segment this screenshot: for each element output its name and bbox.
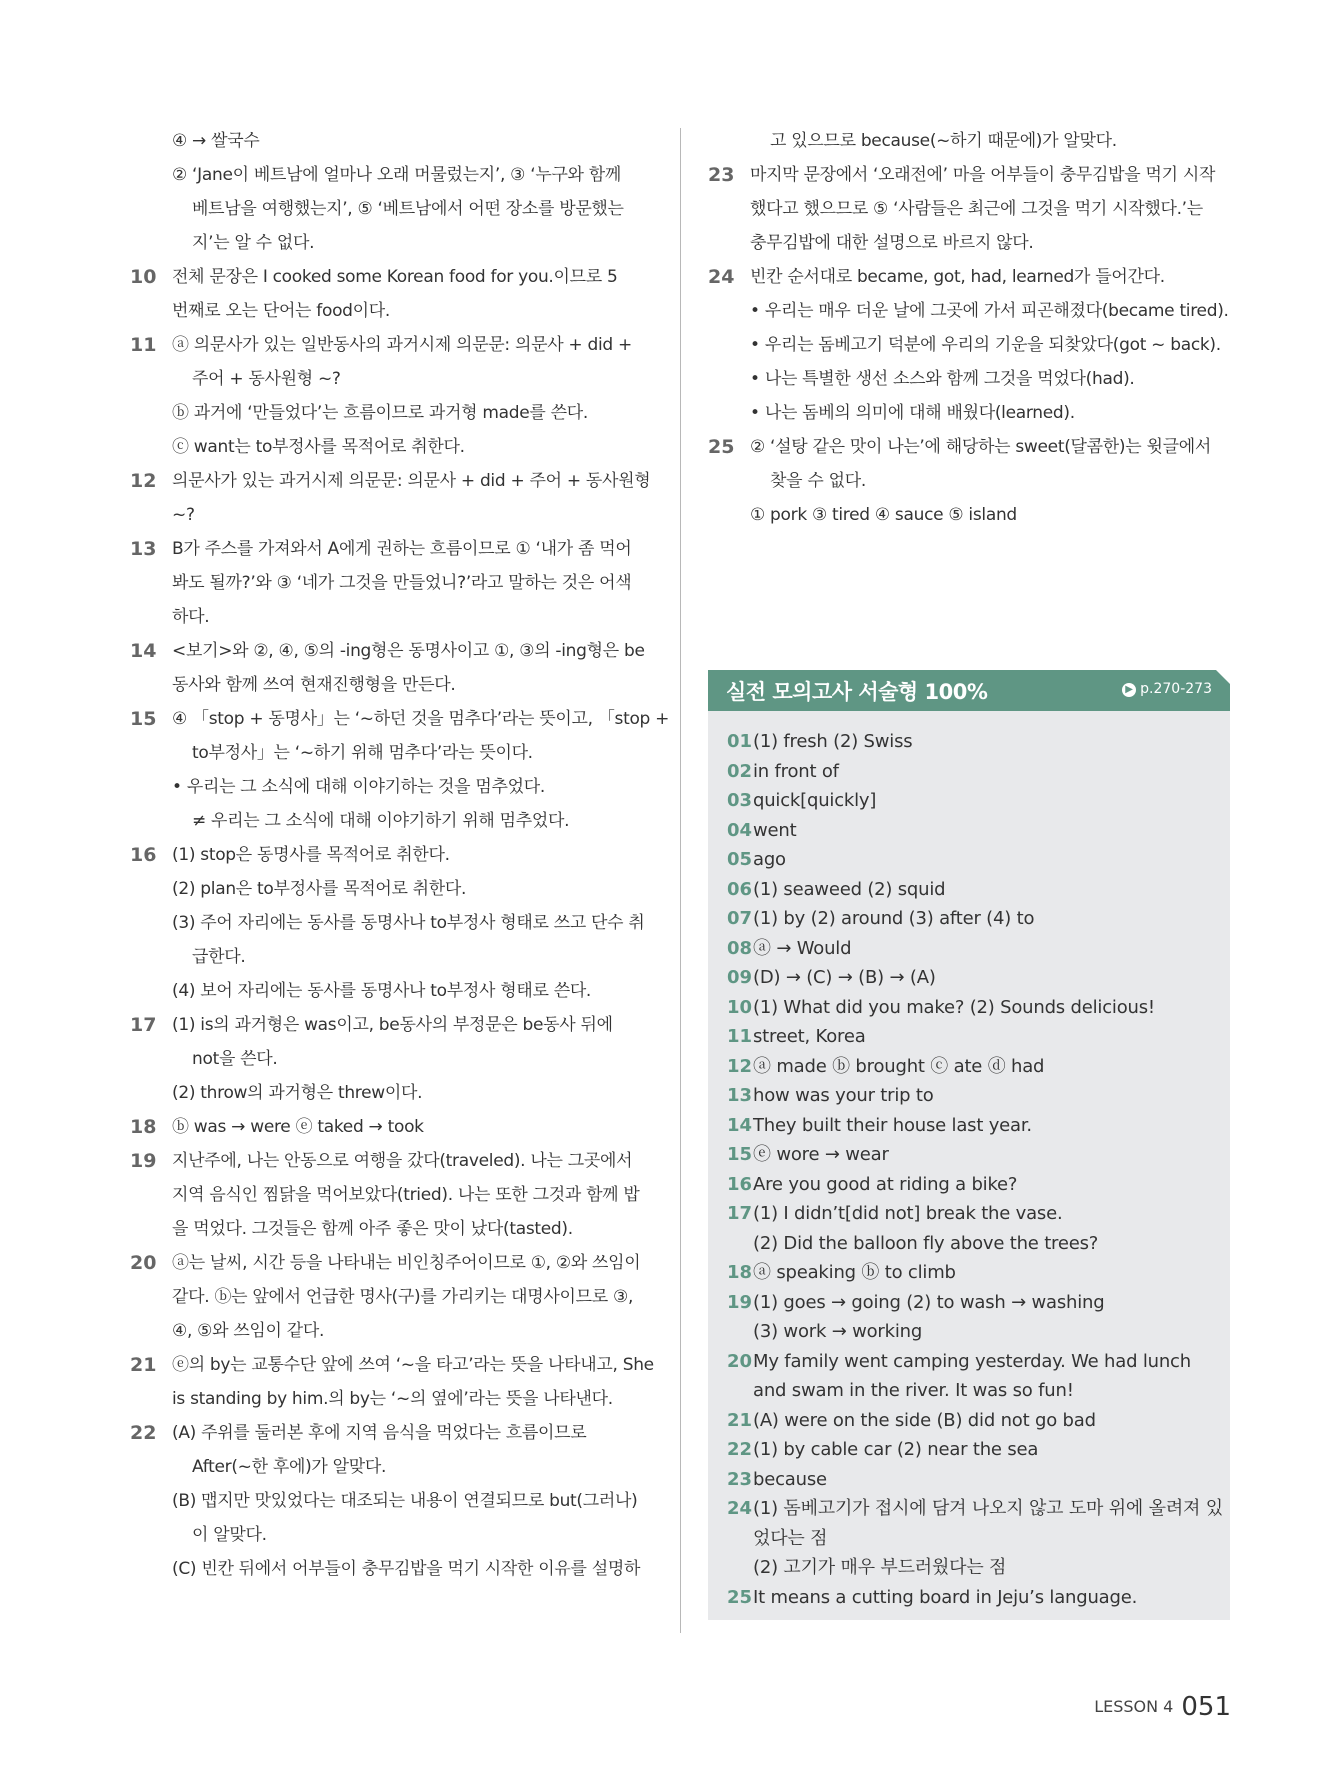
question-number: 24: [708, 266, 735, 288]
answer-number: 24: [727, 1498, 753, 1519]
question-number: 17: [130, 1014, 157, 1036]
explanation-line: ⓐ는 날씨, 시간 등을 나타내는 비인칭주어이므로 ①, ②와 쓰임이: [172, 1253, 641, 1273]
explanation-line: 번째로 오는 단어는 food이다.: [172, 301, 391, 321]
explanation-line: 지역 음식인 찜닭을 먹어보았다(tried). 나는 또한 그것과 함께 밥: [172, 1185, 640, 1205]
explanation-item: [130, 1416, 652, 1586]
answer-line: (1) by cable car (2) near the sea: [753, 1439, 1039, 1460]
explanation-item: [708, 124, 1240, 158]
explanation-item: [130, 1246, 652, 1348]
answer-number: 10: [727, 996, 753, 1018]
answer-line: (3) work → working: [753, 1321, 923, 1342]
answer-line: (2) 고기가 매우 부드러웠다는 점: [753, 1557, 1007, 1578]
answer-number: 07: [727, 908, 753, 929]
explanation-line: (1) is의 과거형은 was이고, be동사의 부정문은 be동사 뒤에: [172, 1015, 613, 1035]
answer-item: [727, 1052, 1217, 1082]
answer-number: 14: [727, 1114, 753, 1136]
explanation-line: After(~한 후에)가 알맞다.: [192, 1457, 387, 1477]
explanation-line: 했다고 했으므로 ⑤ ‘사람들은 최근에 그것을 먹기 시작했다.’는: [750, 199, 1203, 219]
answer-item: [727, 845, 1217, 875]
answer-number: 25: [727, 1586, 753, 1608]
explanation-line: 지’는 알 수 없다.: [192, 233, 315, 253]
explanation-line: (3) 주어 자리에는 동사를 동명사나 to부정사 형태로 쓰고 단수 취: [172, 913, 645, 933]
explanation-item: [130, 1348, 652, 1416]
question-number: 10: [130, 266, 157, 288]
question-number: 11: [130, 334, 157, 356]
answer-line: (A) were on the side (B) did not go bad: [753, 1409, 1096, 1431]
explanation-line: (2) plan은 to부정사를 목적어로 취한다.: [172, 879, 467, 899]
answer-item: [727, 1111, 1217, 1141]
answer-item: [727, 1258, 1217, 1288]
answer-number: 01: [727, 731, 753, 752]
answer-line: (1) What did you make? (2) Sounds delicious!: [753, 996, 1155, 1018]
explanation-line: • 나는 특별한 생선 소스와 함께 그것을 먹었다(had).: [750, 369, 1135, 389]
explanation-line: 을 먹었다. 그것들은 함께 아주 좋은 맛이 났다(tasted).: [172, 1219, 573, 1239]
question-number: 21: [130, 1354, 157, 1376]
answer-number: 06: [727, 878, 753, 900]
answer-item: [727, 904, 1217, 934]
answer-number: 05: [727, 849, 753, 870]
explanation-line: 의문사가 있는 과거시제 의문문: 의문사 + did + 주어 + 동사원형: [172, 471, 651, 491]
explanation-line: ⓑ 과거에 ‘만들었다’는 흐름이므로 과거형 made를 쓴다.: [172, 403, 588, 423]
answer-line: ⓐ speaking ⓑ to climb: [753, 1262, 956, 1283]
answer-item: [727, 1435, 1217, 1465]
explanation-line: 찾을 수 없다.: [770, 471, 866, 491]
explanation-line: 동사와 함께 쓰여 현재진행형을 만든다.: [172, 675, 456, 695]
explanation-item: [130, 124, 652, 158]
answer-number: 04: [727, 819, 753, 841]
answer-number: 17: [727, 1203, 753, 1224]
page-reference: [1122, 681, 1212, 697]
explanation-line: 급한다.: [192, 947, 246, 967]
explanation-line: ④, ⑤와 쓰임이 같다.: [172, 1321, 325, 1341]
explanation-line: ≠ 우리는 그 소식에 대해 이야기하기 위해 멈추었다.: [192, 811, 570, 831]
explanation-item: [130, 634, 652, 702]
answer-item: [727, 1465, 1217, 1495]
answer-item: [727, 1022, 1217, 1052]
answer-line: (1) 돔베고기가 접시에 담겨 나오지 않고 도마 위에 올려져 있: [753, 1498, 1223, 1519]
answer-line: (1) by (2) around (3) after (4) to: [753, 908, 1035, 929]
explanation-line: ④ → 쌀국수: [172, 131, 260, 151]
right-column: [708, 124, 1240, 532]
explanation-line: not을 쓴다.: [192, 1049, 278, 1069]
explanation-line: 충무김밥에 대한 설명으로 바르지 않다.: [750, 233, 1034, 253]
answer-number: 16: [727, 1173, 753, 1195]
explanation-line: ② ‘Jane이 베트남에 얼마나 오래 머물렀는지’, ③ ‘누구와 함께: [172, 165, 622, 185]
answer-line: My family went camping yesterday. We had lunch: [753, 1350, 1191, 1372]
explanation-item: [130, 464, 652, 532]
explanation-line: (B) 맵지만 맛있었다는 대조되는 내용이 연결되므로 but(그러나): [172, 1491, 638, 1511]
answer-box-title: 실전 모의고사 서술형 100%: [726, 680, 988, 704]
answer-line: (1) fresh (2) Swiss: [753, 731, 913, 752]
explanation-line: ⓑ was → were ⓔ taked → took: [172, 1117, 424, 1137]
answer-line: (2) Did the balloon fly above the trees?: [753, 1232, 1099, 1254]
answer-item: [727, 1140, 1217, 1170]
answer-item: [727, 993, 1217, 1023]
question-number: 25: [708, 436, 735, 458]
explanation-line: (1) stop은 동명사를 목적어로 취한다.: [172, 845, 450, 865]
answer-item: [727, 757, 1217, 787]
answer-line: It means a cutting board in Jeju’s language.: [753, 1586, 1138, 1608]
explanation-line: ⓐ 의문사가 있는 일반동사의 과거시제 의문문: 의문사 + did +: [172, 335, 632, 355]
answer-number: 21: [727, 1409, 753, 1431]
explanation-line: 같다. ⓑ는 앞에서 언급한 명사(구)를 가리키는 대명사이므로 ③,: [172, 1287, 634, 1307]
explanation-item: [708, 260, 1240, 430]
explanation-line: ① pork ③ tired ④ sauce ⑤ island: [750, 505, 1017, 525]
answer-number: 09: [727, 967, 753, 988]
answer-item: [727, 816, 1217, 846]
page-range: p.270-273: [1140, 681, 1212, 697]
answer-item: [727, 1583, 1217, 1613]
answer-item: [727, 1288, 1217, 1347]
answer-box-header: [708, 670, 1230, 711]
answer-line: ago: [753, 849, 786, 870]
answer-item: [727, 727, 1217, 757]
explanation-line: to부정사」는 ‘~하기 위해 멈추다’라는 뜻이다.: [192, 743, 533, 763]
explanation-line: • 우리는 매우 더운 날에 그곳에 가서 피곤해졌다(became tired).: [750, 301, 1229, 321]
explanation-line: 봐도 될까?’와 ③ ‘네가 그것을 만들었니?’라고 말하는 것은 어색: [172, 573, 632, 593]
answer-line: quick[quickly]: [753, 790, 877, 811]
explanation-line: 베트남을 여행했는지’, ⑤ ‘베트남에서 어떤 장소를 방문했는: [192, 199, 624, 219]
answer-list: [727, 727, 1223, 1612]
explanation-line: ⓔ의 by는 교통수단 앞에 쓰여 ‘~을 타고’라는 뜻을 나타내고, She: [172, 1355, 654, 1375]
explanation-line: B가 주스를 가져와서 A에게 권하는 흐름이므로 ① ‘내가 좀 먹어: [172, 539, 632, 559]
explanation-line: 마지막 문장에서 ‘오래전에’ 마을 어부들이 충무김밥을 먹기 시작: [750, 165, 1216, 185]
explanation-line: 지난주에, 나는 안동으로 여행을 갔다(traveled). 나는 그곳에서: [172, 1151, 633, 1171]
explanation-item: [130, 1110, 652, 1144]
explanation-line: is standing by him.의 by는 ‘~의 옆에’라는 뜻을 나타낸다.: [172, 1389, 613, 1409]
explanation-line: <보기>와 ②, ④, ⑤의 -ing형은 동명사이고 ①, ③의 -ing형은 be: [172, 641, 645, 661]
question-number: 23: [708, 164, 735, 186]
answer-line: Are you good at riding a bike?: [753, 1173, 1018, 1195]
question-number: 15: [130, 708, 157, 730]
answer-number: 02: [727, 760, 753, 782]
question-number: 14: [130, 640, 157, 662]
explanation-item: [130, 532, 652, 634]
explanation-line: (A) 주위를 둘러본 후에 지역 음식을 먹었다는 흐름이므로: [172, 1423, 587, 1443]
answer-item: [727, 1081, 1217, 1111]
answer-number: 12: [727, 1055, 753, 1077]
answer-number: 22: [727, 1439, 753, 1460]
explanation-line: • 우리는 돔베고기 덕분에 우리의 기운을 되찾았다(got ~ back).: [750, 335, 1221, 355]
answer-line: went: [753, 819, 797, 841]
explanation-line: ② ‘설탕 같은 맛이 나는’에 해당하는 sweet(달콤한)는 윗글에서: [750, 437, 1211, 457]
explanation-line: • 나는 돔베의 의미에 대해 배웠다(learned).: [750, 403, 1075, 423]
answer-line: and swam in the river. It was so fun!: [753, 1380, 1074, 1401]
answer-item: [727, 1170, 1217, 1200]
explanation-line: 전체 문장은 I cooked some Korean food for you.이므로 5: [172, 267, 618, 287]
explanation-item: [708, 430, 1240, 532]
answer-number: 19: [727, 1291, 753, 1313]
answer-line: (1) goes → going (2) to wash → washing: [753, 1291, 1105, 1313]
explanation-item: [130, 702, 670, 838]
answer-item: [727, 1347, 1217, 1406]
answer-line: how was your trip to: [753, 1085, 934, 1106]
explanation-line: 고 있으므로 because(~하기 때문에)가 알맞다.: [770, 131, 1117, 151]
explanation-item: [130, 1008, 652, 1110]
question-number: 16: [130, 844, 157, 866]
answer-box: [708, 670, 1230, 1620]
explanation-item: [130, 1144, 652, 1246]
answer-number: 23: [727, 1468, 753, 1490]
question-number: 20: [130, 1252, 157, 1274]
answer-item: [727, 1494, 1223, 1583]
answer-line: They built their house last year.: [753, 1114, 1032, 1136]
answer-item: [727, 786, 1217, 816]
answer-number: 11: [727, 1026, 753, 1047]
answer-line: (1) I didn’t[did not] break the vase.: [753, 1203, 1063, 1224]
answer-line: because: [753, 1468, 827, 1490]
answer-line: 었다는 점: [753, 1527, 828, 1549]
question-number: 22: [130, 1422, 157, 1444]
left-column: [130, 124, 670, 1586]
column-divider: [680, 128, 681, 1633]
answer-number: 03: [727, 790, 753, 811]
answer-line: ⓐ → Would: [753, 937, 852, 959]
explanation-line: (4) 보어 자리에는 동사를 동명사나 to부정사 형태로 쓴다.: [172, 981, 592, 1001]
answer-item: [727, 875, 1217, 905]
explanation-line: ~?: [172, 505, 195, 525]
answer-line: street, Korea: [753, 1026, 866, 1047]
explanation-item: [130, 158, 652, 260]
explanation-line: 주어 + 동사원형 ~?: [192, 369, 341, 389]
arrow-right-icon: ▶: [1122, 683, 1136, 697]
answer-line: ⓐ made ⓑ brought ⓒ ate ⓓ had: [753, 1055, 1045, 1077]
answer-item: [727, 963, 1217, 993]
page-number: 051: [1181, 1692, 1231, 1722]
answer-line: (1) seaweed (2) squid: [753, 878, 946, 900]
answer-item: [727, 1406, 1217, 1436]
answer-number: 13: [727, 1085, 753, 1106]
question-number: 18: [130, 1116, 157, 1138]
answer-line: (D) → (C) → (B) → (A): [753, 967, 936, 988]
question-number: 19: [130, 1150, 157, 1172]
answer-number: 18: [727, 1262, 753, 1283]
answer-number: 08: [727, 937, 753, 959]
explanation-line: 하다.: [172, 607, 210, 627]
explanation-line: • 우리는 그 소식에 대해 이야기하는 것을 멈추었다.: [172, 777, 545, 797]
explanation-item: [130, 328, 652, 464]
lesson-label: LESSON 4: [1094, 1697, 1174, 1716]
page-footer: [1094, 1692, 1231, 1722]
explanation-line: 이 알맞다.: [192, 1525, 267, 1545]
answer-item: [727, 1199, 1217, 1258]
explanation-line: ④ 「stop + 동명사」는 ‘~하던 것을 멈추다’라는 뜻이고, 「stop +: [172, 709, 670, 729]
question-number: 12: [130, 470, 157, 492]
explanation-item: [130, 260, 652, 328]
answer-number: 15: [727, 1144, 753, 1165]
explanation-line: (C) 빈칸 뒤에서 어부들이 충무김밥을 먹기 시작한 이유를 설명하: [172, 1559, 641, 1579]
question-number: 13: [130, 538, 157, 560]
answer-line: ⓔ wore → wear: [753, 1144, 889, 1165]
explanation-item: [708, 158, 1240, 260]
answer-number: 20: [727, 1350, 753, 1372]
explanation-line: 빈칸 순서대로 became, got, had, learned가 들어간다.: [750, 267, 1165, 287]
answer-line: in front of: [753, 760, 839, 782]
answer-item: [727, 934, 1217, 964]
explanation-item: [130, 838, 652, 1008]
explanation-line: ⓒ want는 to부정사를 목적어로 취한다.: [172, 437, 465, 457]
explanation-line: (2) throw의 과거형은 threw이다.: [172, 1083, 423, 1103]
